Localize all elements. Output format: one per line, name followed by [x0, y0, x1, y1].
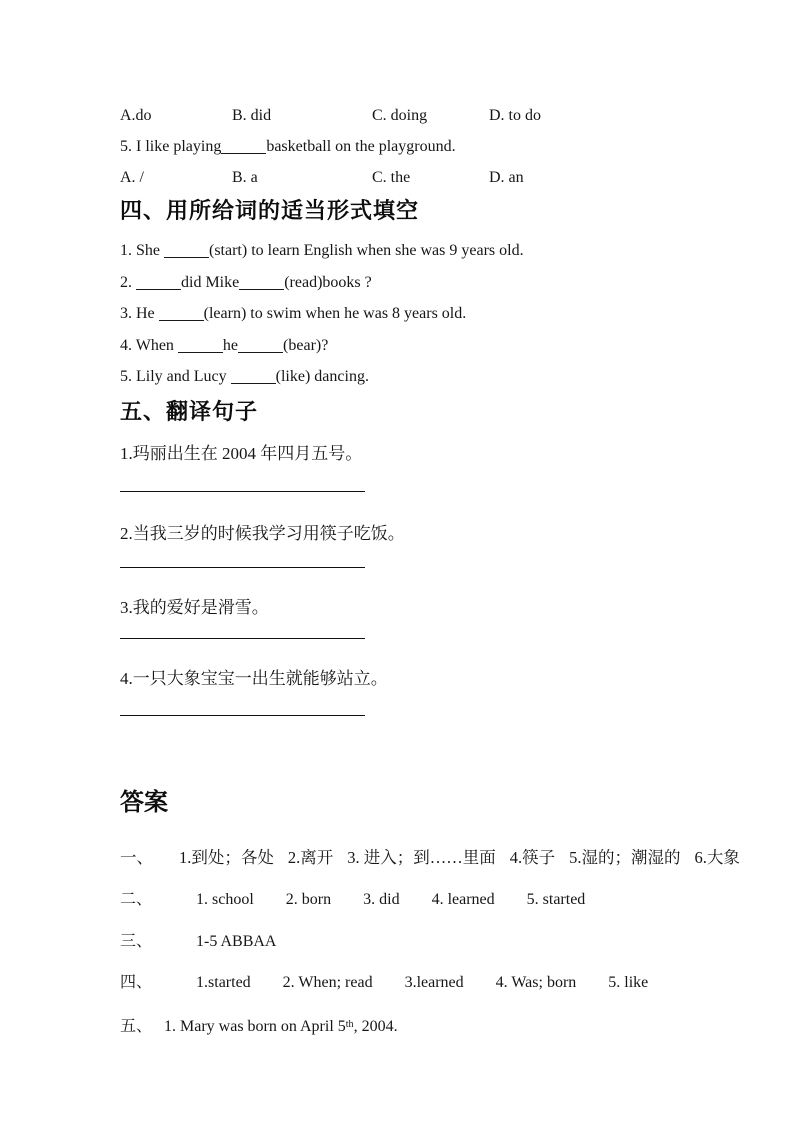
fill-blank [159, 308, 204, 321]
answer-item: 2. When; read [282, 974, 373, 991]
fill-question-1 [120, 240, 678, 261]
answer-row-label: 三、 [120, 933, 153, 950]
question-text: (learn) to swim when he was 8 years old. [203, 305, 467, 322]
translate-question-2: 2.当我三岁的时候我学习用筷子吃饭。 [120, 524, 405, 543]
choice-option-b: B. did [232, 107, 272, 124]
choice-question-5 [120, 136, 678, 157]
answer-write-line [120, 638, 365, 639]
answer-item: 1.到处；各处 [179, 848, 274, 867]
answer-row-label: 四、 [120, 974, 153, 991]
question-text: 2. [120, 274, 136, 291]
answer-item: 4. learned [431, 891, 495, 908]
answer-row-label: 一、 [120, 848, 153, 867]
fill-question-4 [120, 335, 678, 356]
question-text: (start) to learn English when she was 9 years old. [209, 242, 524, 259]
answer-item: 1.started [196, 974, 251, 991]
fill-blank [238, 340, 283, 353]
answers-heading: 答案 [120, 789, 168, 816]
choice-option-d: D. to do [489, 107, 541, 124]
choice-options-row [120, 105, 678, 126]
question-text: 5. Lily and Lucy [120, 368, 231, 385]
answer-item: 3. 进入；到……里面 [347, 848, 496, 867]
choice-option-c: C. the [372, 169, 411, 186]
fill-blank [136, 277, 181, 290]
answer-row-2 [120, 889, 678, 910]
question-text: (like) dancing. [275, 368, 369, 385]
question-text: 1. She [120, 242, 164, 259]
choice-option-a: A.do [120, 107, 152, 124]
fill-question-2 [120, 272, 678, 293]
section-5-heading: 五、翻译句子 [120, 399, 259, 424]
question-text: (bear)? [283, 337, 329, 354]
answer-item: 5. started [526, 891, 586, 908]
answer-item: 3. did [363, 891, 400, 908]
answer-item: 1-5 ABBAA [196, 933, 277, 950]
answer-item [164, 1014, 398, 1037]
question-text: he [222, 337, 239, 354]
answer-row-label: 二、 [120, 891, 153, 908]
question-text: 5. I like playing [120, 138, 222, 155]
answer-write-line [120, 567, 365, 568]
answer-row-1 [120, 847, 740, 868]
choice-option-b: B. a [232, 169, 258, 186]
answer-text: , 2004. [353, 1018, 398, 1035]
fill-blank [178, 340, 223, 353]
question-text: 4. When [120, 337, 178, 354]
answer-item: 1. school [196, 891, 254, 908]
answer-item: 4.筷子 [509, 848, 556, 867]
question-text: 3. He [120, 305, 159, 322]
answer-write-line [120, 715, 365, 716]
choice-option-c: C. doing [372, 107, 428, 124]
translate-question-3: 3.我的爱好是滑雪。 [120, 598, 269, 617]
answer-item: 5. like [608, 974, 649, 991]
answer-item: 4. Was; born [495, 974, 577, 991]
fill-blank [164, 245, 209, 258]
answer-item: 2. born [285, 891, 332, 908]
fill-question-5 [120, 366, 678, 387]
fill-question-3 [120, 303, 678, 324]
translate-question-4: 4.一只大象宝宝一出生就能够站立。 [120, 669, 388, 688]
choice-option-d: D. an [489, 169, 524, 186]
question-text: basketball on the playground. [266, 138, 456, 155]
answer-row-4 [120, 972, 678, 993]
answer-row-label: 五、 [120, 1018, 153, 1035]
question-text: did Mike [181, 274, 240, 291]
translate-question-1: 1.玛丽出生在 2004 年四月五号。 [120, 444, 363, 463]
fill-blank [221, 141, 266, 154]
answer-write-line [120, 491, 365, 492]
answer-item: 2.离开 [287, 848, 334, 867]
question-text: (read)books ? [284, 274, 372, 291]
choice-option-a: A. / [120, 169, 144, 186]
answer-item: 5.湿的；潮湿的 [569, 848, 681, 867]
ordinal-superscript: th [345, 1019, 354, 1030]
choice-options-row [120, 167, 678, 188]
fill-blank [231, 371, 276, 384]
fill-blank [239, 277, 284, 290]
answer-row-3 [120, 931, 678, 952]
answer-text: 1. Mary was born on April 5 [164, 1018, 346, 1035]
answer-item: 6.大象 [694, 848, 740, 867]
answer-item: 3.learned [404, 974, 464, 991]
section-4-heading: 四、用所给词的适当形式填空 [120, 198, 420, 223]
answer-row-5 [120, 1014, 678, 1037]
